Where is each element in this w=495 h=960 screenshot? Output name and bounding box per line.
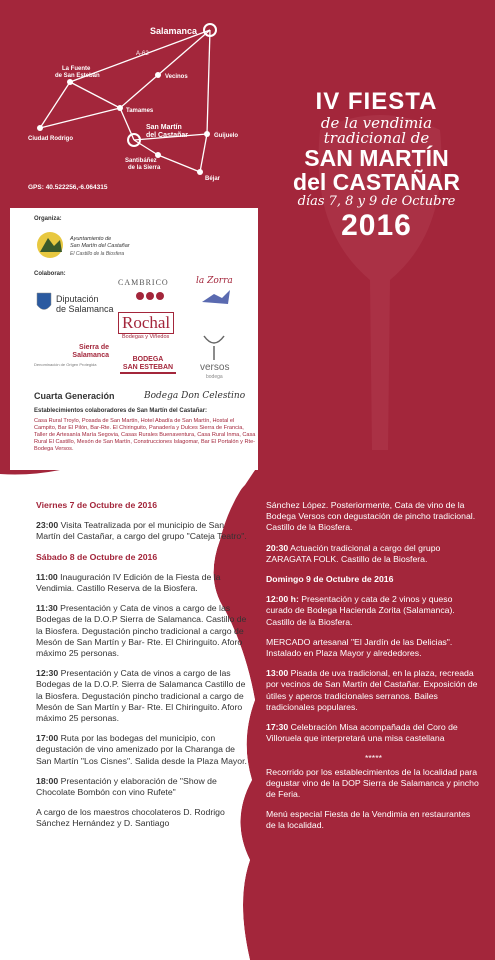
program-item-cont: A cargo de los maestros chocolateros D. Rodrigo Sánchez Hernández y D. Santiago — [36, 807, 225, 829]
versos-name: versos — [200, 362, 230, 373]
map-label-a62: A-62 — [136, 51, 149, 57]
versos-sub: bodega — [206, 374, 223, 380]
desc: Ruta por las bodegas del municipio, con degustación de vino amenizado por la Charanga de San Martín "Los Cisnes". Salida desde la Plaza Mayor. — [36, 733, 247, 766]
program-item — [36, 776, 248, 798]
separator-stars: ***** — [365, 753, 382, 764]
map-label-ciudad-rodrigo: Ciudad Rodrigo — [28, 136, 73, 142]
bodega-san-esteban: BODEGA SAN ESTEBAN — [120, 356, 176, 374]
bodega-don-celestino: Bodega Don Celestino — [144, 391, 246, 401]
map-label-santibanez: Santibáñez — [125, 158, 157, 164]
sierra-salamanca-name: Sierra de Salamanca — [72, 344, 109, 359]
map-label-santibanez2: de la Sierra — [128, 165, 161, 171]
time: 11:00 — [36, 571, 58, 582]
program-item — [36, 603, 248, 659]
left-strip — [0, 208, 10, 470]
time: 11:30 — [36, 603, 58, 614]
ayuntamiento-sub: El Castillo de la Biosfera — [70, 251, 125, 257]
diputacion-name: Diputación de Salamanca — [56, 294, 114, 314]
cuarta-generacion: Cuarta Generación — [34, 391, 115, 401]
program-item — [266, 594, 481, 628]
ayuntamiento-logo-icon — [36, 230, 64, 260]
time: 23:00 — [36, 520, 59, 531]
map-label-salamanca: Salamanca — [150, 26, 198, 36]
map-label-vecinos: Vecinos — [165, 74, 188, 80]
route-map-svg — [0, 0, 258, 208]
sabado-heading: Sábado 8 de Octubre de 2016 — [36, 551, 158, 562]
time: 18:00 — [36, 775, 59, 786]
time: 13:00 — [266, 668, 289, 679]
map-label-san-martin: San Martín — [146, 124, 182, 131]
title-tradicional: tradicional de — [323, 129, 430, 147]
desc: Celebración Misa acompañada del Coro de Villoruela que interpretará una misa castellana — [266, 722, 458, 744]
map-label-fuente: La Fuente — [62, 66, 91, 72]
title-iv-fiesta: IV FIESTA — [315, 88, 438, 115]
program-item-mercado: MERCADO artesanal "El Jardín de las Delicias". Instalado en Plaza Mayor y alrededores. — [266, 636, 453, 659]
time: 12:00 h: — [266, 594, 299, 605]
title-castanar: del CASTAÑAR — [293, 169, 460, 195]
program-right — [266, 500, 481, 841]
title-vendimia: de la vendimia — [320, 114, 433, 132]
domingo-heading: Domingo 9 de Octubre de 2016 — [266, 574, 394, 585]
event-title — [258, 88, 495, 243]
cambrico-name: CAMBRICO — [118, 278, 169, 287]
map-label-fuente2: de San Esteban — [55, 73, 100, 79]
program-item — [36, 572, 248, 594]
desc: Presentación y Cata de vinos a cargo de las Bodegas de la D.O.P Sierra de Salamanca. Castillo de la Biosfera. Degustación pincho tradicional a cargo de Mesón de San Martín y Bar- Rte. El Chiringuito. Aforo máximo 25 personas. — [36, 603, 247, 659]
gps-coordinates: GPS: 40.522256,-6.064315 — [28, 184, 108, 191]
map-label-bejar: Béjar — [205, 176, 221, 182]
rochal-sub: Bodegas y Viñedos — [122, 334, 170, 340]
program-item — [36, 520, 248, 542]
fox-icon — [200, 288, 234, 308]
map-label-guijuelo: Guijuelo — [214, 133, 238, 139]
title-year: 2016 — [341, 209, 412, 242]
desc: Pisada de uva tradicional, en la plaza, recreada por vecinos de San Martín del Castañar. Exposición de útiles y aperos tradicionales serranos. Bailes tradicionales populares. — [266, 668, 478, 712]
colaboran-label: Colaboran: — [34, 271, 66, 277]
organiza-label: Organiza: — [34, 216, 62, 222]
desc: Presentación y Cata de vinos a cargo de las Bodegas de la D.O.P. Sierra de Salamanca Castillo de la Biosfera. Degustación pincho tradicional a cargo de Mesón de San Martín y Bar- Rte. El Chiringuito. Aforo máximo 25 personas. — [36, 668, 246, 724]
rochal-name: Rochal — [118, 312, 174, 334]
program-item — [36, 668, 248, 724]
title-dates: días 7, 8 y 9 de Octubre — [297, 194, 456, 209]
time: 20:30 — [266, 542, 289, 553]
la-zorra-name: la Zorra — [196, 276, 233, 286]
program-item — [266, 668, 481, 713]
versos-logo-icon — [200, 332, 228, 362]
viernes-heading: Viernes 7 de Octubre de 2016 — [36, 500, 158, 510]
title-san-martin: SAN MARTÍN — [304, 145, 449, 171]
diputacion-shield-icon — [36, 292, 52, 314]
program-item — [266, 722, 481, 744]
ayuntamiento-name: Ayuntamiento de San Martín del Castañar — [70, 236, 130, 249]
time: 17:30 — [266, 722, 289, 733]
establecimientos-title: Establecimientos colaboradores de San Martín del Castañar: — [34, 408, 208, 414]
map-label-san-martin2: del Castañar — [146, 132, 189, 139]
sponsors-panel — [10, 208, 258, 470]
program-item — [266, 543, 481, 565]
program-left — [36, 500, 248, 839]
desc: Inauguración IV Edición de la Fiesta de la Vendimia. Castillo Reserva de la Biosfera. — [36, 571, 221, 594]
map-label-tamames: Tamames — [126, 108, 154, 114]
time: 17:00 — [36, 733, 59, 744]
sierra-sub: Denominación de Origen Protegida — [34, 362, 97, 367]
desc: Presentación y elaboración de "Show de Chocolate Bombón con vino Rufete" — [36, 775, 217, 798]
program-item — [36, 733, 248, 767]
note-menu: Menú especial Fiesta de la Vendimia en restaurantes de la localidad. — [266, 809, 471, 831]
establecimientos-list: Casa Rural Troylo, Posada de San Martín, Hotel Abadía de San Martín, Hostal el Campito, Bar El Pilón, Bar-Rte. El Chiringuito, Panadería y Dulces Sierra de Francia, Taller de Artesanía María Segovia, Casas Rurales Buenaventura, Casa Rural Inma, Casa Rural El Castillo, Mesón de San Martín, Construcciones Islagomar, Bar El Portalón y Rte-Bodega Versos. — [34, 418, 256, 452]
time: 12:30 — [36, 668, 59, 679]
program-item-cont2: Sánchez López. Posteriormente, Cata de vino de la Bodega Versos con degustación de pincho tradicional. Castillo de la Biosfera. — [266, 500, 476, 533]
desc: Presentación y cata de 2 vinos y queso curado de Bodega Hacienda Zorita (Salamanca). Castillo de la Biosfera. — [266, 594, 455, 627]
desc: Visita Teatralizada por el municipio de San Martín del Castañar, a cargo del grupo "Cateja Teatro". — [36, 520, 247, 542]
desc: Actuación tradicional a cargo del grupo ZARAGATA FOLK. Castillo de la Biosfera. — [266, 542, 441, 564]
grapes-icon — [134, 290, 168, 302]
note-recorrido: Recorrido por los establecimientos de la localidad para degustar vino de la DOP Sierra de Salamanca y pincho de Feria. — [266, 766, 479, 800]
